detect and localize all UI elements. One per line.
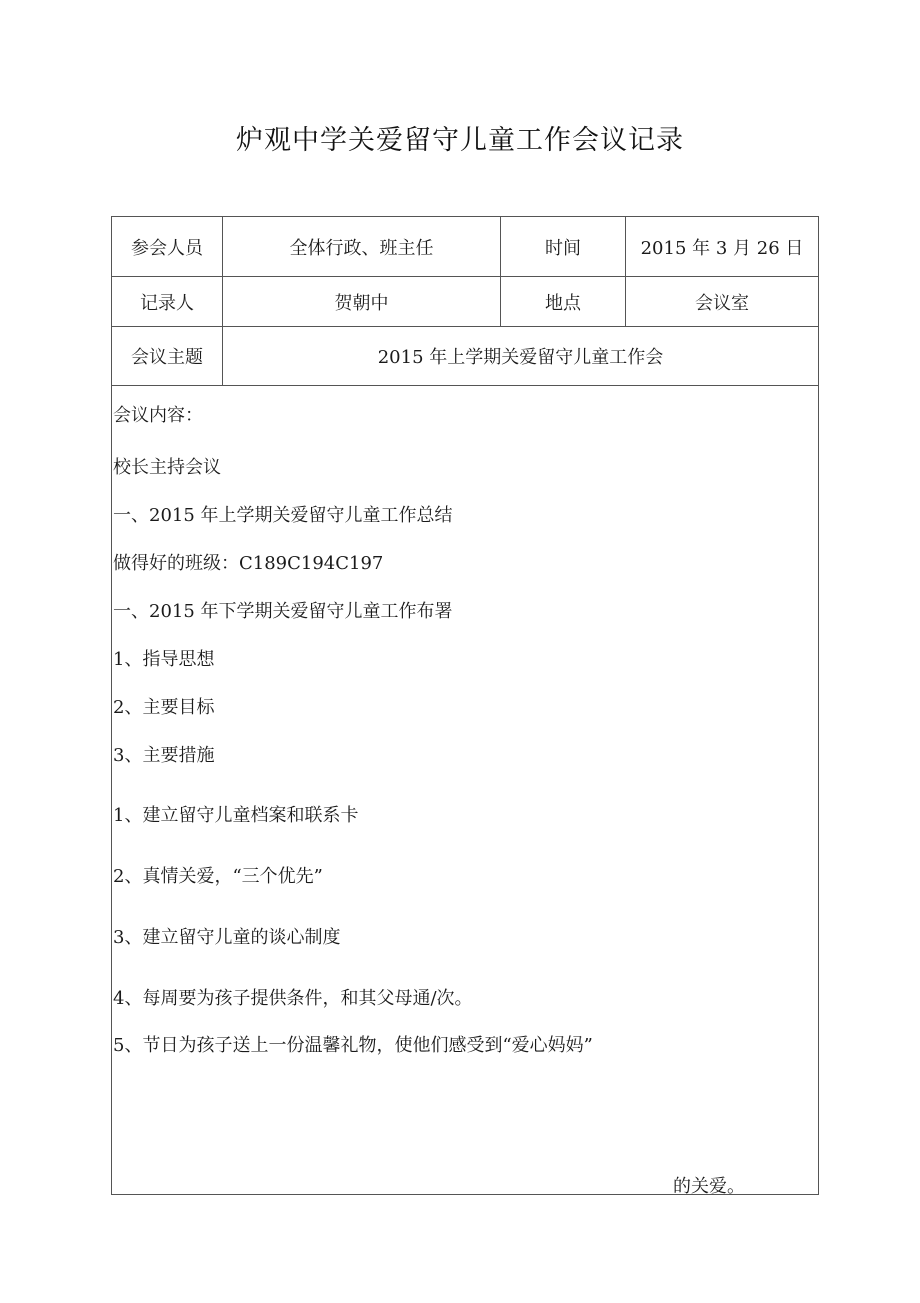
meeting-record-table <box>111 216 819 1195</box>
content-line: 3、主要措施 <box>113 745 215 766</box>
attendees-label: 参会人员 <box>131 237 203 259</box>
location-label: 地点 <box>545 292 581 314</box>
content-line: 1、建立留守儿童档案和联系卡 <box>113 805 359 826</box>
location-value: 会议室 <box>695 292 749 314</box>
content-line: 4、每周要为孩子提供条件，和其父母通/次。 <box>113 988 473 1009</box>
time-value: 2015 年 3 月 26 日 <box>640 237 804 259</box>
content-line: 1、指导思想 <box>113 649 215 670</box>
time-label: 时间 <box>545 237 581 259</box>
content-line: 一、2015 年上学期关爱留守儿童工作总结 <box>113 505 453 526</box>
content-line: 5、节日为孩子送上一份温馨礼物，使他们感受到“爱心妈妈” <box>113 1035 593 1056</box>
content-heading: 会议内容： <box>113 405 203 426</box>
content-line: 做得好的班级：C189C194C197 <box>113 553 384 574</box>
recorder-label: 记录人 <box>140 292 194 314</box>
content-tail: 的关爱。 <box>673 1176 745 1197</box>
topic-label: 会议主题 <box>131 347 203 368</box>
content-line: 校长主持会议 <box>113 457 221 478</box>
content-line: 一、2015 年下学期关爱留守儿童工作布署 <box>113 601 453 622</box>
topic-value: 2015 年上学期关爱留守儿童工作会 <box>377 347 664 368</box>
attendees-value: 全体行政、班主任 <box>289 237 434 259</box>
content-line: 3、建立留守儿童的谈心制度 <box>113 927 341 948</box>
row-divider <box>112 385 818 386</box>
content-line: 2、真情关爱，“三个优先” <box>113 866 323 887</box>
content-line: 2、主要目标 <box>113 697 215 718</box>
document-title: 炉观中学关爱留守儿童工作会议记录 <box>236 125 684 156</box>
recorder-value: 贺朝中 <box>334 292 389 314</box>
